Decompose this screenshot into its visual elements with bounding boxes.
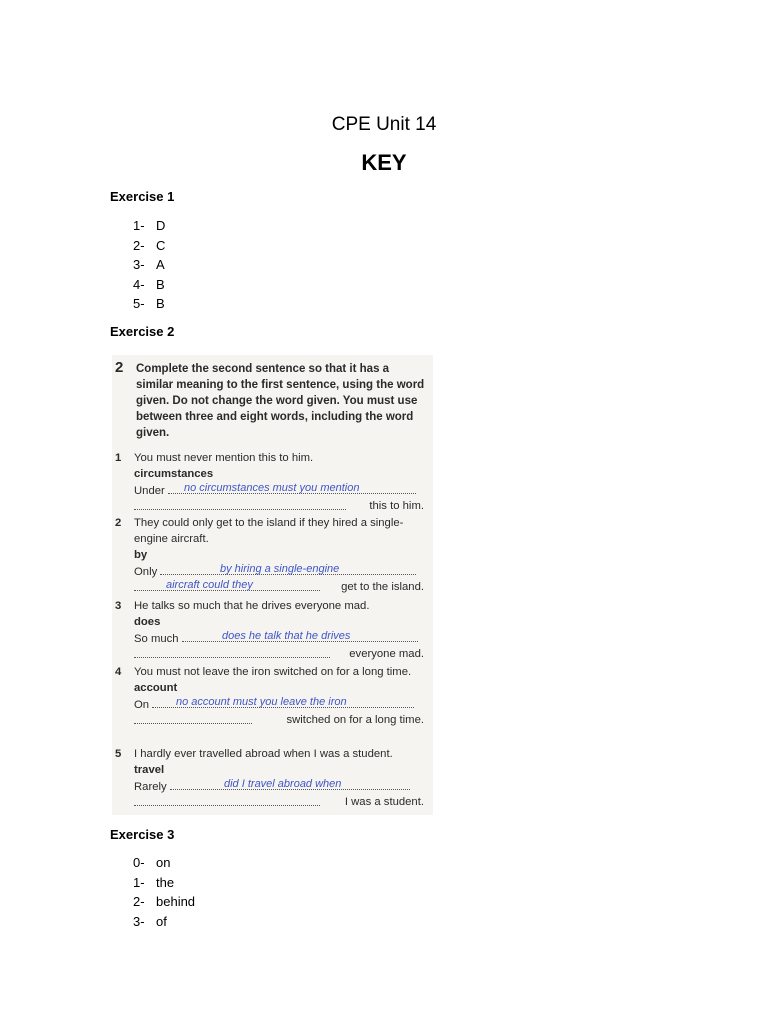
answer-line-1: Only by hiring a single-engine	[112, 563, 428, 579]
answer-line-2: I was a student.	[112, 794, 428, 810]
handwritten-answer: no circumstances must you mention	[184, 482, 360, 494]
question-keyword: account	[134, 682, 178, 694]
question-1: 1 You must never mention this to him. circumstances Under no circumstances must you mention this to him.	[112, 450, 428, 514]
question-5: 5 I hardly ever travelled abroad when I was a student. travel Rarely did I travel abroad when I was a student.	[112, 746, 428, 810]
list-item: 2- C	[133, 237, 166, 253]
list-item: 5- B	[133, 296, 165, 311]
answer-line-2: aircraft could they get to the island.	[112, 579, 428, 595]
handwritten-answer: by hiring a single-engine	[220, 563, 340, 575]
question-keyword: does	[134, 616, 161, 628]
question-4: 4 You must not leave the iron switched on for a long time. account On no account must you leave the iron switched on for a long time.	[112, 664, 428, 728]
answer-line-2: this to him.	[112, 498, 428, 514]
instruction-number: 2	[115, 359, 124, 376]
answer-line-1: On no account must you leave the iron	[112, 696, 428, 712]
answer-line-2: switched on for a long time.	[112, 712, 428, 728]
list-item: 0- on	[133, 855, 171, 870]
question-3: 3 He talks so much that he drives everyone mad. does So much does he talk that he drives everyone mad.	[112, 598, 428, 662]
question-sentence: You must not leave the iron switched on for a long time.	[134, 666, 412, 678]
question-keyword: travel	[134, 764, 165, 776]
instruction-text: Complete the second sentence so that it has a similar meaning to the first sentence, using the word given. Do not change the word given. You must use between three and eight words, including the word given.	[136, 363, 425, 439]
question-sentence: I hardly ever travelled abroad when I was a student.	[134, 748, 393, 760]
handwritten-answer: aircraft could they	[166, 579, 253, 591]
exercise-2-heading: Exercise 2	[110, 324, 175, 339]
exercise-1-answer-list	[133, 216, 165, 314]
exercise-1-heading: Exercise 1	[110, 189, 175, 204]
question-keyword: circumstances	[134, 468, 214, 480]
document-subtitle: KEY	[361, 150, 407, 175]
list-item: 3- of	[133, 913, 167, 929]
exercise-3-answer-list	[133, 853, 195, 931]
list-item: 2- behind	[133, 894, 196, 909]
answer-line-1: Under no circumstances must you mention	[112, 482, 428, 498]
question-sentence: They could only get to the island if they hired a single-engine aircraft.	[134, 517, 404, 545]
scanned-exercise-image	[112, 355, 433, 815]
handwritten-answer: no account must you leave the iron	[176, 696, 347, 708]
question-sentence: You must never mention this to him.	[134, 452, 314, 464]
list-item: 1- D	[133, 218, 166, 233]
question-sentence: He talks so much that he drives everyone mad.	[134, 600, 370, 612]
answer-line-1: So much does he talk that he drives	[112, 630, 428, 646]
list-item: 1- the	[133, 874, 175, 890]
answer-line-2: everyone mad.	[112, 646, 428, 662]
list-item: 3- A	[133, 257, 165, 272]
answer-line-1: Rarely did I travel abroad when	[112, 778, 428, 794]
document-title: CPE Unit 14	[331, 114, 437, 135]
exercise-3-heading: Exercise 3	[110, 827, 175, 842]
question-keyword: by	[134, 549, 148, 561]
question-2: 2 They could only get to the island if they hired a single-engine aircraft. by Only by hiring a single-engine aircraft could they get to the island.	[112, 515, 428, 595]
handwritten-answer: does he talk that he drives	[222, 630, 351, 642]
list-item: 4- B	[133, 276, 165, 292]
handwritten-answer: did I travel abroad when	[224, 778, 342, 790]
